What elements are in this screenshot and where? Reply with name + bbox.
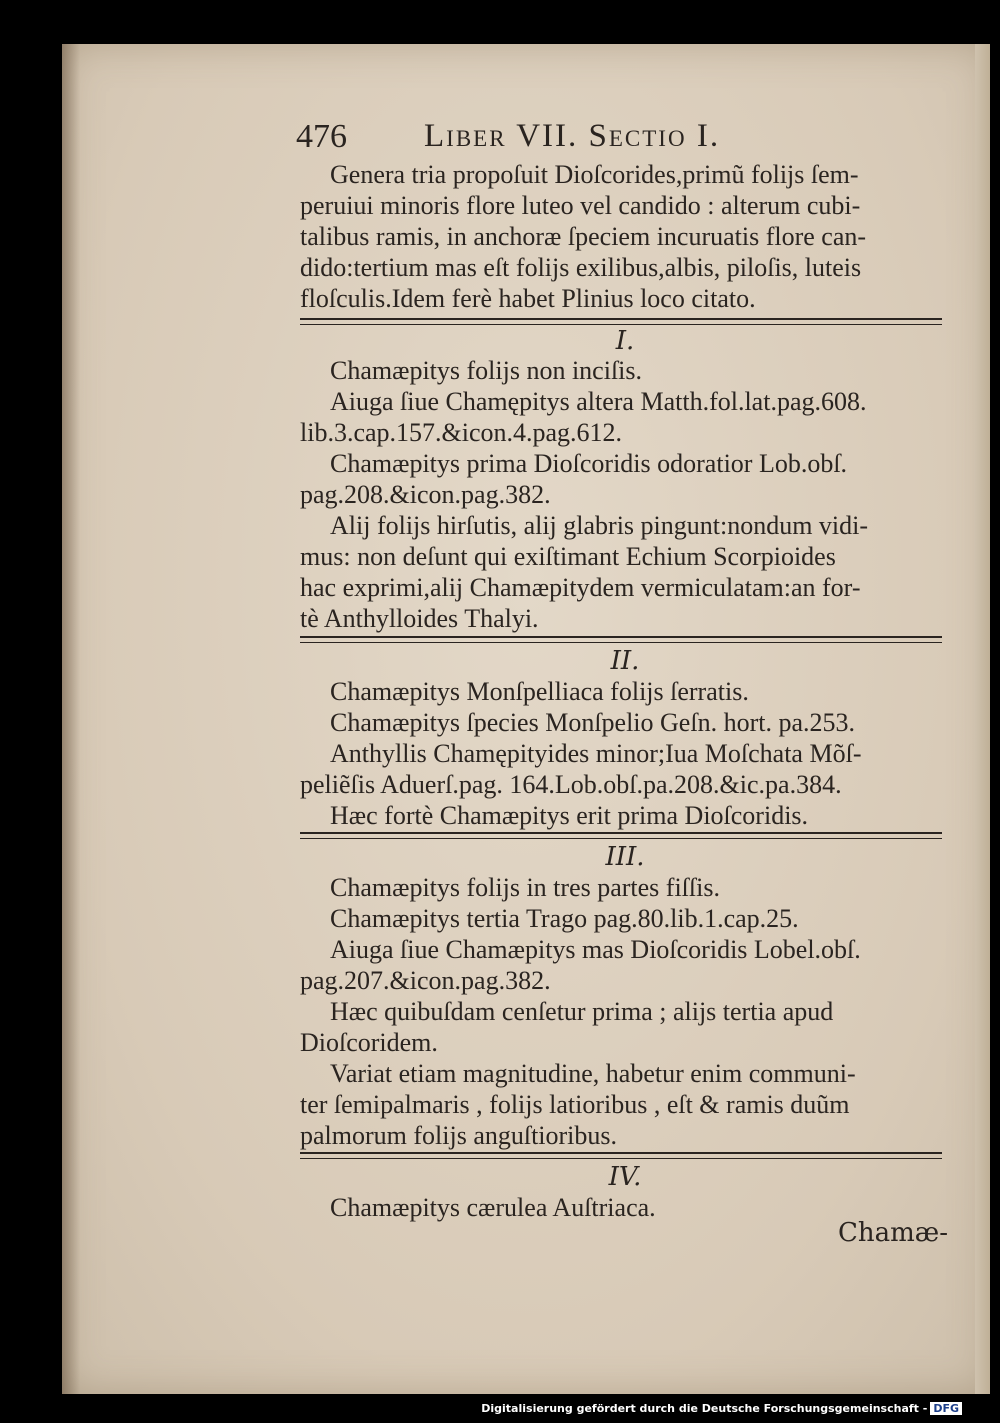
text-line: Genera tria propoſuit Dioſcorides,primũ folijs ſem- — [330, 160, 859, 189]
text-line: Hæc fortè Chamæpitys erit prima Dioſcoridis. — [330, 801, 809, 830]
text-line: ter ſemipalmaris , folijs latioribus , eſt & ramis duũm — [300, 1090, 850, 1119]
text-line: tè Anthylloides Thalyi. — [300, 604, 539, 633]
text-line: peruiui minoris flore luteo vel candido : alterum cubi- — [300, 191, 861, 220]
section-rule — [300, 636, 942, 643]
text-line: Chamæpitys prima Dioſcoridis odoratior Lob.obſ. — [330, 449, 848, 478]
text-line: Chamæpitys ſpecies Monſpelio Geſn. hort. pa.253. — [330, 708, 855, 737]
text-line: dido:tertium mas eſt folijs exilibus,albis, piloſis, luteis — [300, 253, 862, 282]
section-rule — [300, 1152, 942, 1159]
text-line: hac exprimi,alij Chamæpitydem vermiculatam:an for- — [300, 573, 861, 602]
section-numeral: IV. — [608, 1162, 642, 1192]
text-line: floſculis.Idem ferè habet Plinius loco citato. — [300, 284, 756, 313]
text-line: Chamæpitys tertia Trago pag.80.lib.1.cap.25. — [330, 904, 799, 933]
text-line: Alij folijs hirſutis, alij glabris pingunt:nondum vidi- — [330, 511, 869, 540]
footer-text: Digitalisierung gefördert durch die Deutsche Forschungsgemeinschaft - — [481, 1402, 928, 1415]
section-numeral: III. — [605, 842, 645, 872]
section-rule — [300, 318, 942, 325]
digitization-footer — [481, 1402, 962, 1415]
dfg-logo: DFG — [930, 1402, 962, 1415]
text-line: Chamæpitys folijs non inciſis. — [330, 356, 643, 385]
text-line: Aiuga ſiue Chamępitys altera Matth.fol.lat.pag.608. — [330, 387, 867, 416]
text-line: Chamæpitys Monſpelliaca folijs ſerratis. — [330, 677, 749, 706]
text-line: pag.208.&icon.pag.382. — [300, 480, 551, 509]
text-line: peliẽſis Aduerſ.pag. 164.Lob.obſ.pa.208.&ic.pa.384. — [300, 770, 842, 799]
text-line: Hæc quibuſdam cenſetur prima ; alijs tertia apud — [330, 997, 834, 1026]
section-rule — [300, 832, 942, 839]
text-line: Chamæpitys folijs in tres partes fiſſis. — [330, 873, 720, 902]
text-line: Dioſcoridem. — [300, 1028, 438, 1057]
page-number: 476 — [296, 118, 347, 155]
text-line: lib.3.cap.157.&icon.4.pag.612. — [300, 418, 623, 447]
running-header — [296, 118, 856, 158]
text-line: Chamæpitys cærulea Auſtriaca. — [330, 1193, 656, 1222]
text-line: Anthyllis Chamępityides minor;Iua Moſchata Mõſ- — [330, 739, 862, 768]
catchword: Chamæ- — [838, 1218, 949, 1248]
text-line: pag.207.&icon.pag.382. — [300, 966, 551, 995]
text-line: Variat etiam magnitudine, habetur enim communi- — [330, 1059, 856, 1088]
section-numeral: II. — [610, 646, 640, 676]
text-line: Aiuga ſiue Chamæpitys mas Dioſcoridis Lobel.obſ. — [330, 935, 861, 964]
text-line: talibus ramis, in anchoræ ſpeciem incuruatis flore can- — [300, 222, 867, 251]
text-line: mus: non deſunt qui exiſtimant Echium Scorpioides — [300, 542, 836, 571]
text-line: palmorum folijs anguſtioribus. — [300, 1121, 618, 1150]
running-title: Liber VII. Sectio I. — [424, 118, 721, 154]
spine-shadow — [62, 44, 80, 1394]
section-numeral: I. — [615, 326, 635, 356]
